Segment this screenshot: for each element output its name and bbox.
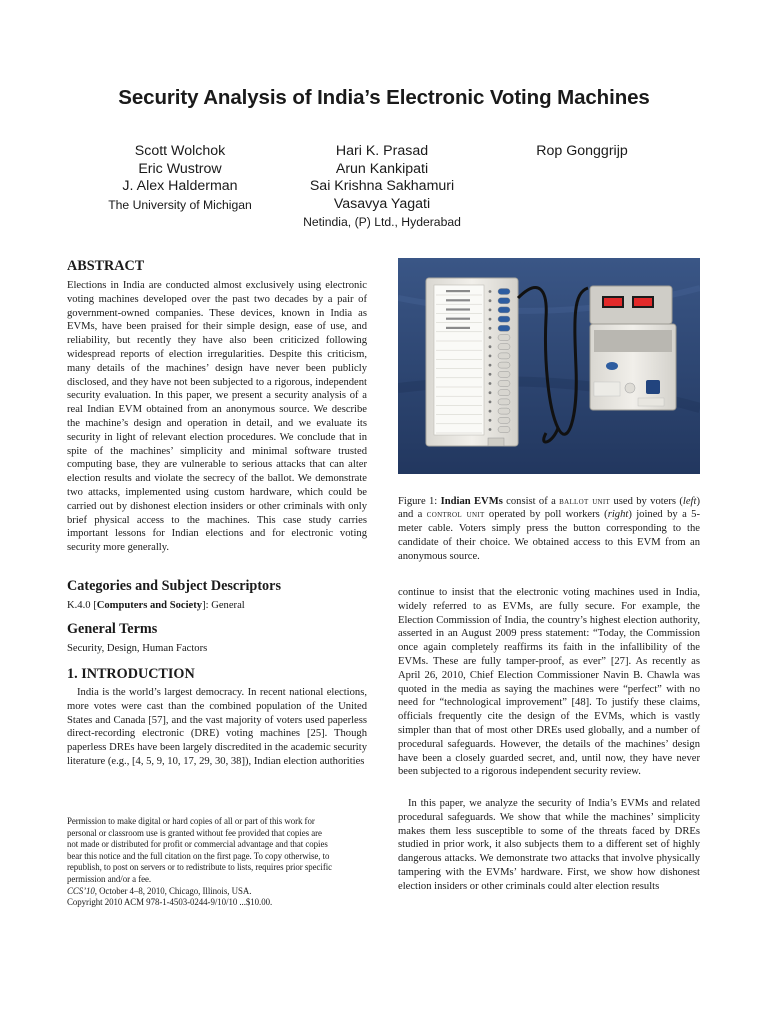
caption-control-unit: control unit <box>426 509 485 521</box>
author-affiliation: The University of Michigan <box>108 197 252 212</box>
candidate-button <box>498 307 510 313</box>
candidate-button <box>498 362 510 368</box>
author-name: Arun Kankipati <box>335 160 429 177</box>
introduction-text-right-2: In this paper, we analyze the security of India’s EVMs and related procedural safeguards. We show that while the machines’ simplicity makes them less susceptible to some of the threats faced by DREs studied in prior work, it also subjects them to a different set of highly dangerous attacks. We demonstrate two attacks that involve physically tampering with the EVMs’ hardware. First, we show how dishonest election insiders or other criminals could alter election results <box>398 798 700 892</box>
permission-line: personal or classroom use is granted without fee provided that copies are <box>67 827 322 838</box>
permission-line: permission and/or a fee. <box>67 873 152 884</box>
evm-photo <box>398 258 700 474</box>
candidate-lamp <box>489 401 492 404</box>
candidate-lamp <box>489 327 492 330</box>
ballot-unit <box>426 278 518 446</box>
general-terms-text: Security, Design, Human Factors <box>67 643 208 654</box>
abstract-text: Elections in India are conducted almost exclusively using electronic voting machines developed over the past two decades by a pair of government-owned companies. These devices, known in India as EVMs, have been praised for their simple design, ease of use, and reliability, but recently they have also been criticized following widespread reports of election irregularities. Despite this criticism, many details of the machines’ design have never been publicly disclosed, and they have not been subjected to a rigorous, independent security evaluation. In this paper, we present a security analysis of a real Indian EVM obtained from an anonymous source. We describe the machine’s design and operation in detail, and we evaluate its security in light of relevant election procedures. We conclude that in spite of the machines’ simplicity and minimal software trusted computing base, they are vulnerable to serious attacks that can alter election results and violate the secrecy of the ballot. We demonstrate two attacks, implemented using custom hardware, which could be carried out by dishonest election insiders or other criminals with only brief physical access to the machines. This case study carries important lessons for Indian elections and for electronic voting security more generally. <box>67 280 367 554</box>
author-name: Scott Wolchok <box>134 143 226 159</box>
candidate-name-mark <box>446 308 470 310</box>
control-unit <box>590 286 676 410</box>
candidate-lamp <box>489 318 492 321</box>
candidate-lamp <box>489 290 492 293</box>
candidate-button <box>498 390 510 396</box>
general-terms-heading: General Terms <box>67 621 158 637</box>
caption-right: right <box>607 509 629 521</box>
conference-name: CCS’10, <box>67 885 97 896</box>
evm-illustration <box>398 258 700 474</box>
candidate-lamp <box>489 309 492 312</box>
candidate-button <box>498 408 510 414</box>
caption-text: ) joined by a 5-meter cable. Voters simply press the button corresponding to the candidate of their choice. We obtained access to this EVM from an anonymous source. <box>398 509 700 562</box>
author-name: Eric Wustrow <box>138 160 222 177</box>
author-group-independent <box>512 143 652 161</box>
candidate-button <box>498 353 510 359</box>
candidate-button <box>498 298 510 304</box>
candidate-name-mark <box>446 318 470 320</box>
candidate-button <box>498 289 510 295</box>
candidate-lamp <box>489 336 492 339</box>
abstract-heading: ABSTRACT <box>67 258 145 274</box>
paper-title: Security Analysis of India’s Electronic Voting Machines <box>118 86 650 109</box>
author-group-netindia <box>282 143 482 231</box>
candidate-button <box>498 335 510 341</box>
candidate-button <box>498 316 510 322</box>
author-affiliation: Netindia, (P) Ltd., Hyderabad <box>303 215 461 230</box>
caption-text: used by voters ( <box>610 495 683 507</box>
author-name: Rop Gonggrijp <box>536 143 628 159</box>
caption-text: ) and a <box>398 495 700 521</box>
category-name: Computers and Society <box>96 600 203 611</box>
candidate-name-mark <box>446 299 470 301</box>
candidate-lamp <box>489 382 492 385</box>
candidate-lamp <box>489 299 492 302</box>
introduction-text-left: India is the world’s largest democracy. In recent national elections, more votes were cast than the combined population of the United States and Canada [57], and the vast majority of voters used paperless direct-recording electronic (DRE) voting machines [25]. Though paperless DREs have been largely discredited in the academic security literature (e.g., [4, 5, 9, 10, 17, 29, 30, 38]), Indian election authorities <box>67 687 367 767</box>
introduction-heading: 1. INTRODUCTION <box>67 666 195 682</box>
category-code: K.4.0 [ <box>67 600 97 611</box>
author-block <box>0 143 768 243</box>
candidate-lamp <box>489 391 492 394</box>
candidate-lamp <box>489 419 492 422</box>
candidate-button <box>498 399 510 405</box>
caption-ballot-unit: ballot unit <box>559 495 611 507</box>
candidate-button <box>498 344 510 350</box>
author-name: Sai Krishna Sakhamuri <box>309 178 455 195</box>
conference-details: October 4–8, 2010, Chicago, Illinois, USA. <box>96 885 252 896</box>
permission-line: not made or distributed for profit or commercial advantage and that copies <box>67 839 328 850</box>
candidate-button <box>498 325 510 331</box>
candidate-name-mark <box>446 327 470 329</box>
candidate-button <box>498 427 510 433</box>
caption-text: operated by poll workers ( <box>484 509 608 521</box>
candidate-lamp <box>489 428 492 431</box>
candidate-lamp <box>489 410 492 413</box>
author-name: Vasavya Yagati <box>333 195 431 212</box>
categories-text <box>67 599 367 613</box>
candidate-button <box>498 371 510 377</box>
caption-text: consist of a <box>502 495 560 507</box>
candidate-button <box>498 381 510 387</box>
candidate-lamp <box>489 355 492 358</box>
author-name: J. Alex Halderman <box>122 178 238 195</box>
permission-line: bear this notice and the full citation on the first page. To copy otherwise, to <box>67 850 330 861</box>
candidate-button <box>498 417 510 423</box>
copyright-line: Copyright 2010 ACM 978-1-4503-0244-9/10/10 ...$10.00. <box>67 897 273 908</box>
permission-line: republish, to post on servers or to redistribute to lists, requires prior specific <box>67 862 333 873</box>
caption-left: left <box>682 495 697 507</box>
candidate-lamp <box>489 364 492 367</box>
categories-heading: Categories and Subject Descriptors <box>67 578 281 594</box>
candidate-name-mark <box>446 290 470 292</box>
candidate-lamp <box>489 345 492 348</box>
figure-caption-bold: Indian EVMs <box>440 495 503 507</box>
author-group-michigan <box>90 143 270 214</box>
candidate-lamp <box>489 373 492 376</box>
permission-notice <box>67 816 367 909</box>
introduction-text-right: continue to insist that the electronic voting machines used in India, widely referred to as EVMs, are fully secure. For example, the Election Commission of India, the country’s highest election authority, asserted in an August 2009 press statement: “Today, the Commission once again completely reaffirms its faith in the infallibility of the EVMs. These are fully tamper-proof, as ever” [27]. As recently as April 26, 2010, Chief Election Commissioner Navin B. Chawla was quoted in the media as saying the machines were “perfect” with no need for “technological improvement” [48]. To justify these claims, officials frequently cite the design of the EVMs, which is vastly simpler than that of most other DREs used globally, and a number of procedural safeguards. However, the details of the machines’ design have been a closely guarded secret, and, until now, they have never been subjected to a rigorous independent security review. <box>398 587 700 778</box>
permission-line: Permission to make digital or hard copies of all or part of this work for <box>67 816 315 826</box>
author-name: Hari K. Prasad <box>335 143 429 159</box>
figure-caption <box>398 495 700 564</box>
category-rest: ]: General <box>202 600 245 611</box>
figure-label: Figure 1: <box>398 495 441 507</box>
conference-line <box>67 886 367 898</box>
